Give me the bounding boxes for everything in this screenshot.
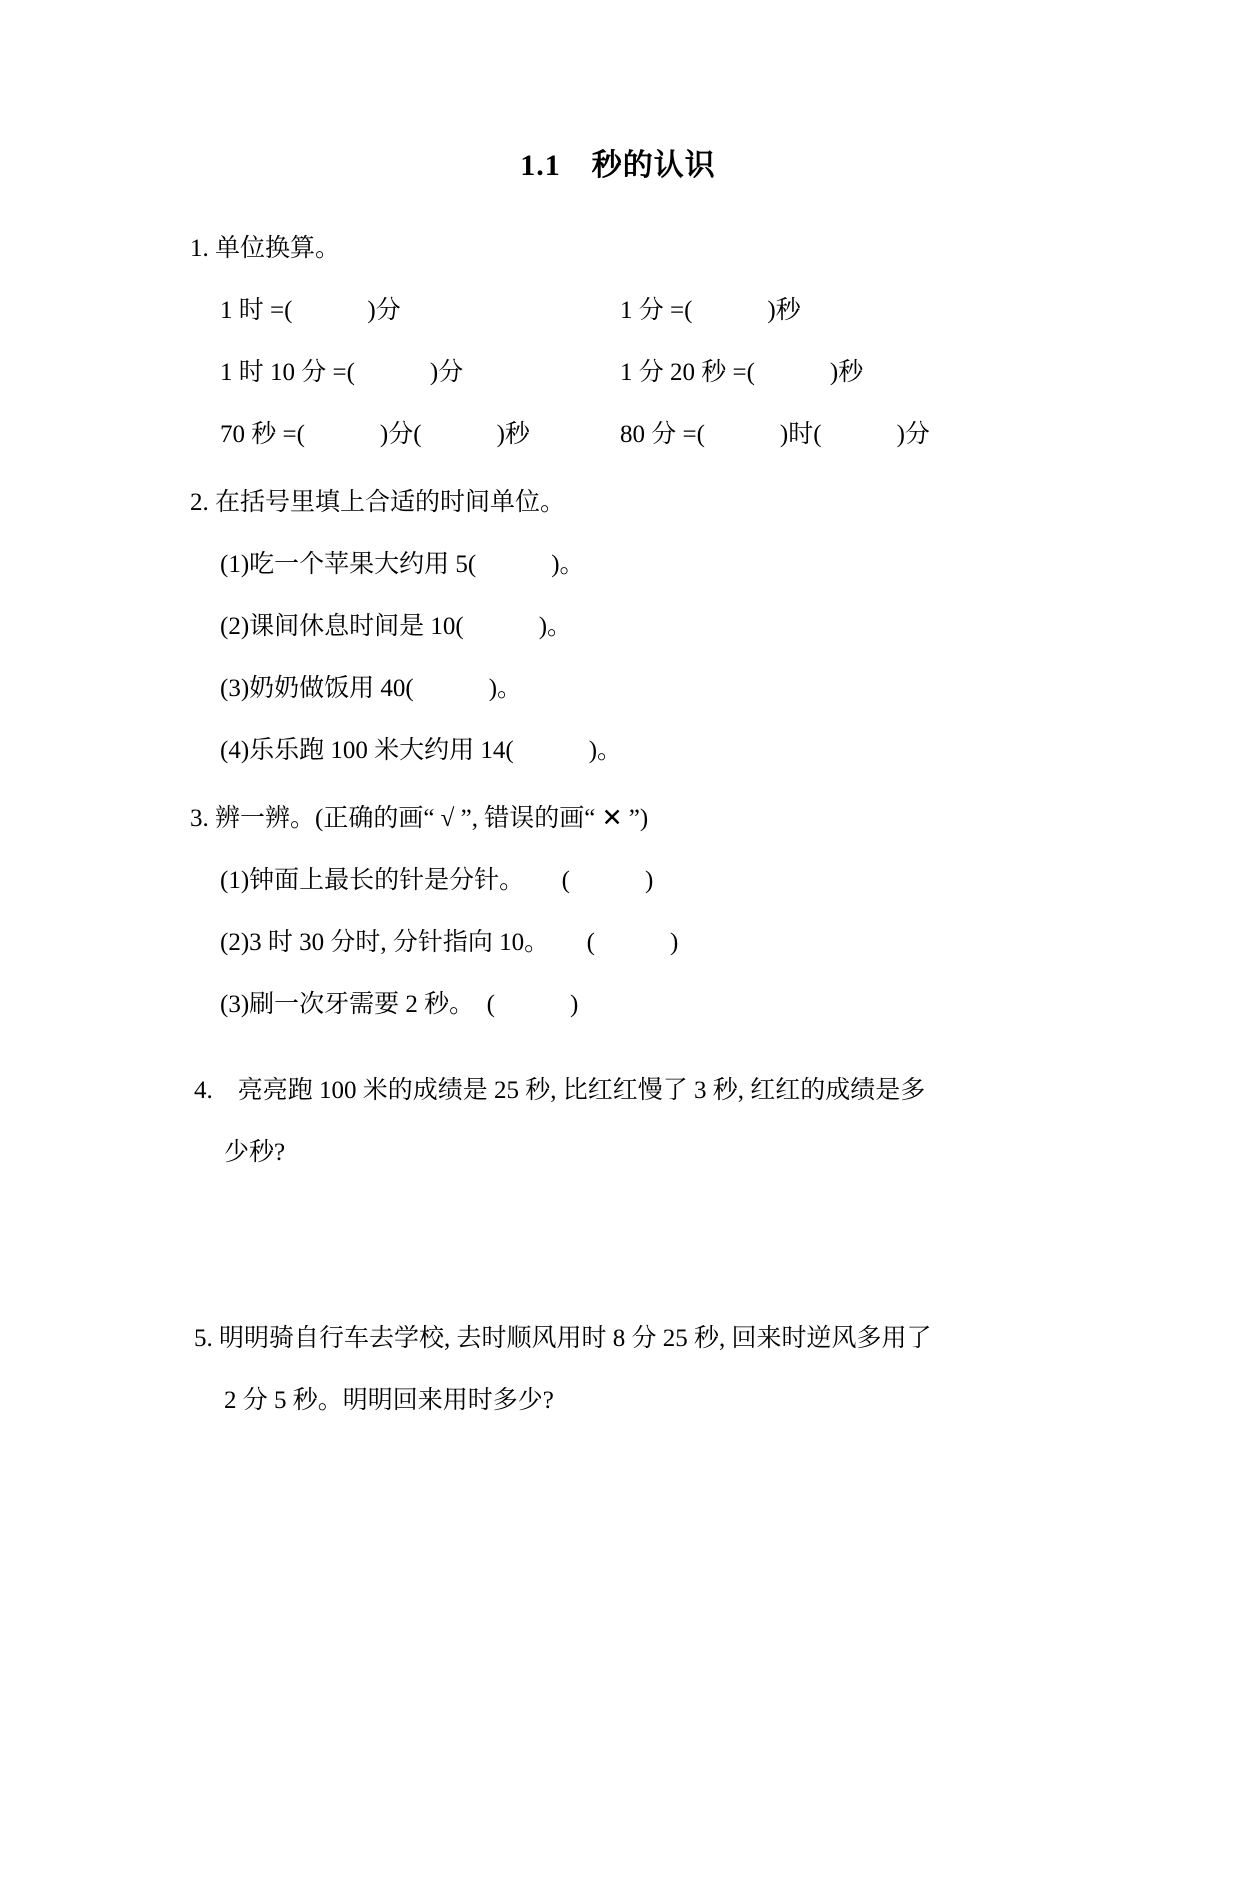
question-1-row-2-right: 1 分 20 秒 =( )秒 (620, 359, 864, 386)
question-2-item-4: (4)乐乐跑 100 米大约用 14( )。 (220, 737, 623, 764)
question-3-item-1: (1)钟面上最长的针是分针。 ( ) (220, 867, 654, 894)
question-5-prompt-line-2 (190, 1370, 1066, 1432)
question-1-row-1 (190, 280, 1066, 342)
question-5-prompt-line-2-text: 2 分 5 秒。明明回来用时多少? (224, 1387, 554, 1414)
question-1 (190, 218, 1066, 466)
worksheet-page (0, 140, 1241, 1432)
question-5 (190, 1308, 1066, 1432)
question-4-answer-space (190, 1184, 1066, 1246)
question-4 (190, 1060, 1066, 1246)
question-4-prompt-line-1: 4. 亮亮跑 100 米的成绩是 25 秒, 比红红慢了 3 秒, 红红的成绩是多 (194, 1077, 926, 1104)
question-3-item-3: (3)刷一次牙需要 2 秒。 ( ) (220, 991, 579, 1018)
question-1-row-1-right: 1 分 =( )秒 (620, 297, 801, 324)
question-2-item-2: (2)课间休息时间是 10( )。 (220, 613, 573, 640)
question-1-prompt: 1. 单位换算。 (190, 235, 341, 262)
question-1-row-1-left: 1 时 =( )分 (220, 297, 401, 324)
question-4-prompt-line-2 (190, 1122, 1066, 1184)
question-3-item-2: (2)3 时 30 分时, 分针指向 10。 ( ) (220, 929, 679, 956)
question-2 (190, 472, 1066, 782)
question-1-row-2 (190, 342, 1066, 404)
question-1-row-3-right: 80 分 =( )时( )分 (620, 421, 930, 448)
question-1-row-2-left: 1 时 10 分 =( )分 (220, 359, 464, 386)
question-1-row-3 (190, 404, 1066, 466)
question-3-prompt: 3. 辨一辨。(正确的画“ √ ”, 错误的画“ ✕ ”) (190, 805, 649, 832)
question-2-prompt: 2. 在括号里填上合适的时间单位。 (190, 489, 566, 516)
question-1-row-3-left: 70 秒 =( )分( )秒 (220, 421, 530, 448)
question-3 (190, 788, 1066, 1036)
question-2-item-3: (3)奶奶做饭用 40( )。 (220, 675, 523, 702)
question-5-prompt-line-1: 5. 明明骑自行车去学校, 去时顺风用时 8 分 25 秒, 回来时逆风多用了 (194, 1325, 932, 1352)
question-4-prompt-line-2-text: 少秒? (224, 1139, 286, 1166)
question-2-item-1: (1)吃一个苹果大约用 5( )。 (220, 551, 585, 578)
page-title: 1.1 秒的认识 (520, 149, 716, 182)
